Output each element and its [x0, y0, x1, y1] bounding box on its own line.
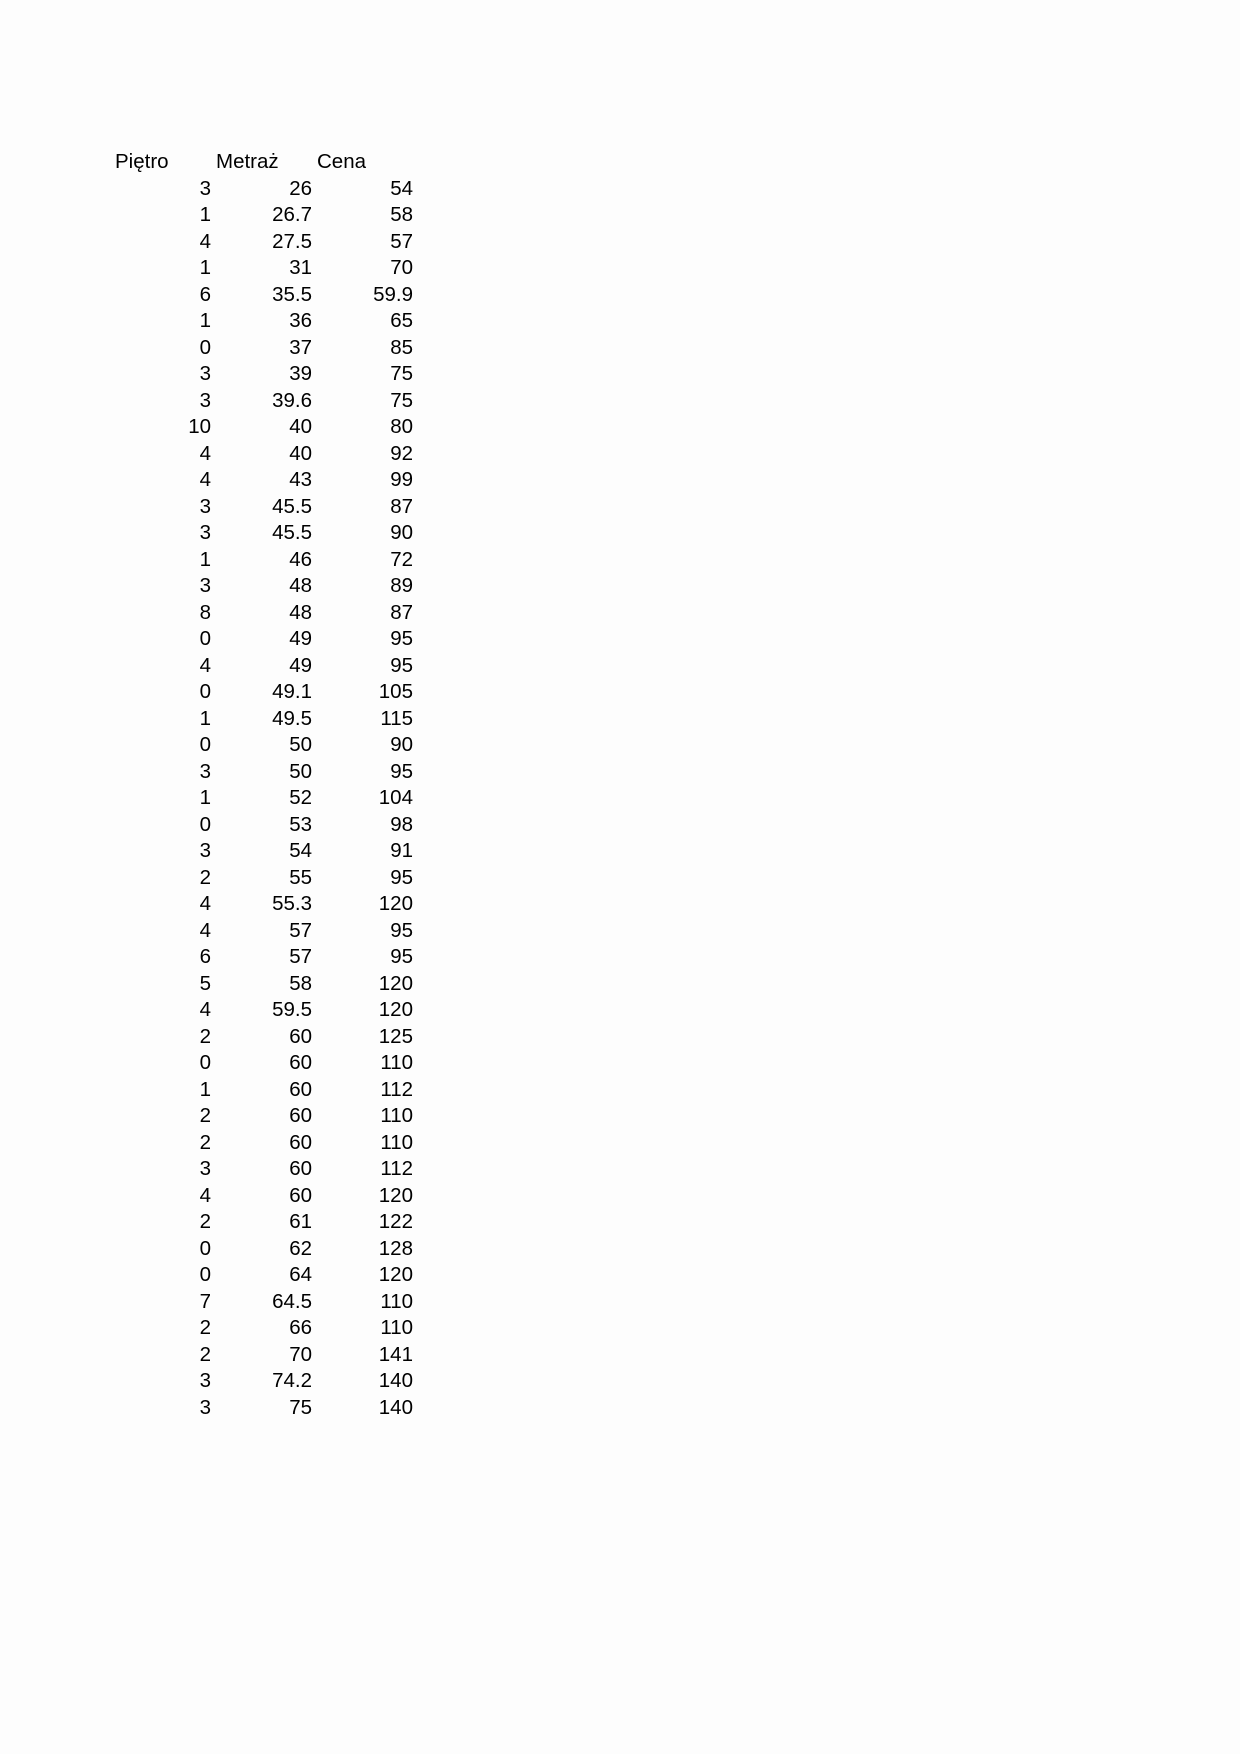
table-row — [110, 918, 413, 945]
cell-pietro: 2 — [199, 865, 211, 889]
cell-cena: 125 — [378, 1024, 413, 1048]
table-row — [110, 176, 413, 203]
cell-cena: 89 — [390, 574, 413, 597]
cell-pietro: 6 — [199, 282, 211, 306]
cell-metraz: 60 — [289, 1130, 312, 1154]
header-cena: Cena — [317, 150, 367, 173]
cell-cena: 104 — [378, 786, 413, 809]
cell-pietro: 4 — [199, 998, 211, 1021]
table-row — [110, 1236, 413, 1263]
cell-metraz: 49.5 — [272, 706, 312, 730]
cell-pietro: 2 — [199, 1316, 211, 1339]
data-table — [110, 149, 413, 1421]
table-row — [110, 1077, 413, 1104]
cell-pietro: 2 — [199, 1210, 211, 1233]
cell-pietro: 3 — [199, 1369, 211, 1392]
cell-cena: 128 — [378, 1236, 413, 1260]
table-row — [110, 838, 413, 865]
cell-pietro: 3 — [199, 1395, 211, 1419]
table-row — [110, 653, 413, 680]
cell-metraz: 64.5 — [272, 1289, 312, 1313]
cell-pietro: 1 — [199, 786, 211, 809]
cell-cena: 72 — [390, 547, 413, 571]
cell-pietro: 3 — [199, 521, 211, 544]
cell-pietro: 3 — [199, 759, 211, 783]
table-row — [110, 282, 413, 309]
table-row — [110, 1262, 413, 1289]
cell-pietro: 3 — [199, 388, 211, 412]
cell-cena: 110 — [380, 1051, 413, 1074]
cell-cena: 105 — [378, 680, 413, 703]
table-row — [110, 308, 413, 335]
table-row — [110, 732, 413, 759]
table-row — [110, 626, 413, 653]
table-row — [110, 1103, 413, 1130]
cell-pietro: 0 — [199, 680, 211, 703]
table-row — [110, 812, 413, 839]
cell-metraz: 60 — [289, 1051, 312, 1074]
cell-metraz: 37 — [289, 335, 312, 359]
table-row — [110, 1156, 413, 1183]
header-row — [110, 149, 413, 176]
cell-pietro: 2 — [199, 1342, 211, 1366]
cell-pietro: 0 — [199, 733, 211, 756]
cell-metraz: 39 — [289, 362, 312, 385]
cell-metraz: 48 — [289, 600, 312, 624]
cell-pietro: 7 — [199, 1289, 211, 1313]
table-row — [110, 1209, 413, 1236]
table-row — [110, 388, 413, 415]
cell-cena: 120 — [378, 1263, 413, 1286]
cell-pietro: 5 — [199, 971, 211, 995]
table-row — [110, 706, 413, 733]
cell-metraz: 64 — [289, 1263, 312, 1286]
cell-cena: 87 — [390, 600, 413, 624]
table-row — [110, 759, 413, 786]
cell-metraz: 74.2 — [272, 1369, 312, 1392]
cell-metraz: 75 — [289, 1395, 312, 1419]
cell-cena: 112 — [380, 1157, 413, 1180]
cell-cena: 95 — [390, 865, 413, 889]
cell-pietro: 8 — [199, 600, 211, 624]
table-row — [110, 1368, 413, 1395]
table-row — [110, 1130, 413, 1157]
cell-metraz: 49 — [289, 627, 312, 650]
table-row — [110, 202, 413, 229]
cell-cena: 70 — [390, 256, 413, 279]
table-row — [110, 1024, 413, 1051]
cell-pietro: 6 — [199, 945, 211, 968]
table-row — [110, 441, 413, 468]
table-row — [110, 944, 413, 971]
cell-metraz: 57 — [289, 918, 312, 942]
table-row — [110, 520, 413, 547]
cell-metraz: 45.5 — [272, 494, 312, 518]
cell-pietro: 3 — [199, 1157, 211, 1180]
cell-cena: 90 — [390, 733, 413, 756]
cell-pietro: 4 — [199, 892, 211, 915]
cell-cena: 75 — [390, 362, 413, 385]
cell-metraz: 55 — [289, 865, 312, 889]
cell-pietro: 0 — [199, 1051, 211, 1074]
cell-cena: 85 — [390, 335, 413, 359]
table-row — [110, 494, 413, 521]
table-row — [110, 547, 413, 574]
cell-pietro: 4 — [199, 1183, 211, 1207]
cell-metraz: 49 — [289, 653, 312, 677]
cell-pietro: 2 — [199, 1104, 211, 1127]
cell-metraz: 60 — [289, 1157, 312, 1180]
cell-metraz: 36 — [289, 309, 312, 332]
cell-pietro: 1 — [199, 256, 211, 279]
cell-metraz: 70 — [289, 1342, 312, 1366]
cell-metraz: 60 — [289, 1024, 312, 1048]
cell-pietro: 0 — [199, 1236, 211, 1260]
cell-metraz: 40 — [289, 441, 312, 465]
cell-metraz: 50 — [289, 759, 312, 783]
cell-cena: 91 — [390, 839, 413, 862]
cell-metraz: 62 — [289, 1236, 312, 1260]
cell-pietro: 1 — [199, 1077, 211, 1101]
cell-metraz: 58 — [289, 971, 312, 995]
table-row — [110, 785, 413, 812]
cell-pietro: 2 — [199, 1130, 211, 1154]
cell-metraz: 39.6 — [272, 388, 312, 412]
table-row — [110, 865, 413, 892]
cell-pietro: 3 — [199, 494, 211, 518]
cell-cena: 87 — [390, 494, 413, 518]
cell-metraz: 59.5 — [272, 998, 312, 1021]
cell-metraz: 53 — [289, 812, 312, 836]
cell-cena: 110 — [380, 1130, 413, 1154]
cell-pietro: 10 — [188, 415, 211, 438]
cell-pietro: 4 — [199, 468, 211, 491]
cell-cena: 115 — [380, 706, 413, 730]
cell-cena: 112 — [380, 1077, 413, 1101]
cell-pietro: 3 — [199, 574, 211, 597]
cell-cena: 58 — [390, 203, 413, 226]
cell-cena: 140 — [378, 1395, 413, 1419]
cell-pietro: 0 — [199, 1263, 211, 1286]
cell-cena: 120 — [378, 998, 413, 1021]
table-row — [110, 414, 413, 441]
table-row — [110, 1315, 413, 1342]
table-row — [110, 891, 413, 918]
cell-metraz: 45.5 — [272, 521, 312, 544]
cell-cena: 95 — [390, 759, 413, 783]
cell-cena: 65 — [390, 309, 413, 332]
cell-cena: 95 — [390, 627, 413, 650]
spreadsheet-page — [110, 149, 413, 1421]
cell-cena: 110 — [380, 1289, 413, 1313]
cell-cena: 120 — [378, 971, 413, 995]
cell-cena: 92 — [390, 441, 413, 465]
cell-cena: 140 — [378, 1369, 413, 1392]
cell-pietro: 4 — [199, 918, 211, 942]
cell-metraz: 57 — [289, 945, 312, 968]
cell-metraz: 66 — [289, 1316, 312, 1339]
cell-metraz: 26 — [289, 176, 312, 200]
cell-cena: 110 — [380, 1104, 413, 1127]
table-row — [110, 255, 413, 282]
table-row — [110, 1342, 413, 1369]
cell-pietro: 0 — [199, 627, 211, 650]
cell-metraz: 40 — [289, 415, 312, 438]
cell-cena: 95 — [390, 918, 413, 942]
cell-pietro: 4 — [199, 441, 211, 465]
cell-metraz: 61 — [289, 1210, 312, 1233]
cell-pietro: 3 — [199, 362, 211, 385]
cell-metraz: 46 — [289, 547, 312, 571]
table-row — [110, 1289, 413, 1316]
table-row — [110, 679, 413, 706]
header-pietro: Piętro — [115, 150, 169, 173]
cell-metraz: 60 — [289, 1104, 312, 1127]
cell-cena: 95 — [390, 945, 413, 968]
cell-metraz: 60 — [289, 1183, 312, 1207]
cell-pietro: 3 — [199, 176, 211, 200]
table-row — [110, 1050, 413, 1077]
cell-cena: 75 — [390, 388, 413, 412]
cell-pietro: 4 — [199, 653, 211, 677]
cell-pietro: 2 — [199, 1024, 211, 1048]
table-row — [110, 573, 413, 600]
table-row — [110, 229, 413, 256]
table-row — [110, 600, 413, 627]
cell-metraz: 55.3 — [272, 892, 312, 915]
cell-pietro: 0 — [199, 812, 211, 836]
table-row — [110, 1183, 413, 1210]
cell-cena: 90 — [390, 521, 413, 544]
table-row — [110, 467, 413, 494]
table-row — [110, 997, 413, 1024]
cell-metraz: 50 — [289, 733, 312, 756]
cell-cena: 120 — [378, 1183, 413, 1207]
table-row — [110, 971, 413, 998]
cell-pietro: 1 — [199, 706, 211, 730]
cell-cena: 122 — [378, 1210, 413, 1233]
cell-metraz: 52 — [289, 786, 312, 809]
cell-cena: 95 — [390, 653, 413, 677]
cell-pietro: 0 — [199, 335, 211, 359]
cell-cena: 57 — [390, 229, 413, 253]
table-row — [110, 1395, 413, 1422]
cell-metraz: 48 — [289, 574, 312, 597]
cell-metraz: 31 — [289, 256, 312, 279]
cell-metraz: 43 — [289, 468, 312, 491]
cell-pietro: 1 — [199, 309, 211, 332]
cell-cena: 99 — [390, 468, 413, 491]
cell-cena: 98 — [390, 812, 413, 836]
cell-pietro: 1 — [199, 547, 211, 571]
cell-metraz: 60 — [289, 1077, 312, 1101]
cell-cena: 59.9 — [373, 282, 413, 306]
cell-metraz: 49.1 — [272, 680, 312, 703]
cell-pietro: 3 — [199, 839, 211, 862]
cell-pietro: 1 — [199, 203, 211, 226]
table-row — [110, 335, 413, 362]
cell-metraz: 26.7 — [272, 203, 312, 226]
cell-cena: 141 — [378, 1342, 413, 1366]
table-row — [110, 361, 413, 388]
cell-metraz: 35.5 — [272, 282, 312, 306]
cell-cena: 54 — [390, 176, 413, 200]
header-metraz: Metraż — [216, 150, 279, 173]
cell-metraz: 54 — [289, 839, 312, 862]
cell-cena: 110 — [380, 1316, 413, 1339]
cell-cena: 120 — [378, 892, 413, 915]
cell-pietro: 4 — [199, 229, 211, 253]
cell-cena: 80 — [390, 415, 413, 438]
cell-metraz: 27.5 — [272, 229, 312, 253]
